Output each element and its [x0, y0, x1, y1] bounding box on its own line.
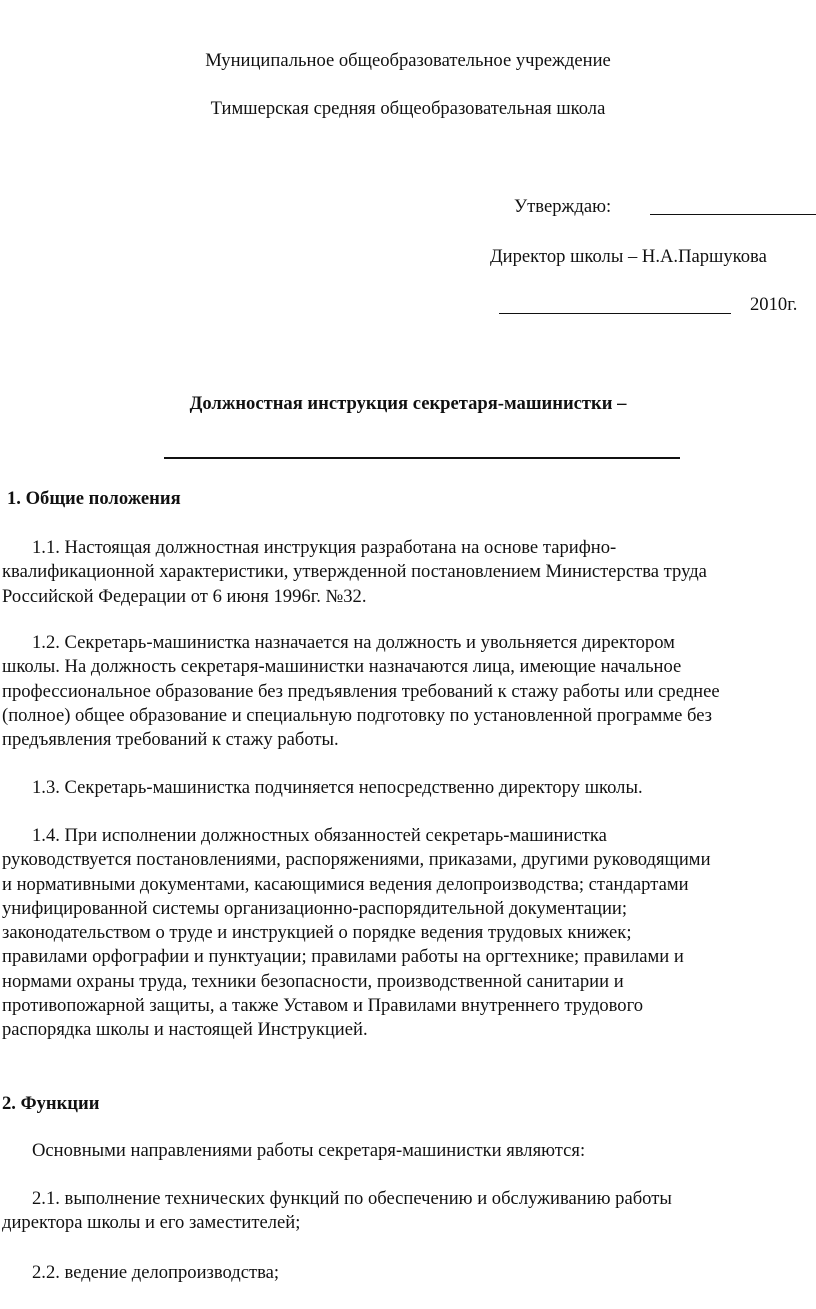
paragraph-1-1: [2, 536, 814, 609]
signature-line: [650, 214, 816, 215]
paragraph-line: и нормативными документами, касающимися ведения делопроизводства; стандартами: [2, 873, 689, 895]
paragraph-line: законодательством о труде и инструкцией о порядке ведения трудовых книжек;: [2, 922, 632, 944]
approve-label: Утверждаю:: [514, 196, 612, 217]
paragraph-line: (полное) общее образование и специальную подготовку по установленной программе без: [2, 704, 713, 726]
paragraph-line: 1.4. При исполнении должностных обязанностей секретарь-машинистка: [32, 825, 607, 846]
director-label: Директор школы – Н.А.Паршукова: [490, 246, 767, 267]
paragraph-line: предъявления требований к стажу работы.: [2, 729, 339, 751]
paragraph-line: Основными направлениями работы секретаря-машинистки являются:: [32, 1140, 586, 1161]
document-title: Должностная инструкция секретаря-машинистки –: [189, 393, 627, 414]
section-heading-1: 1. Общие положения: [7, 488, 181, 509]
paragraph-line: директора школы и его заместителей;: [2, 1212, 301, 1234]
paragraph-2-intro: [2, 1139, 814, 1163]
paragraph-1-2: [2, 631, 814, 752]
paragraph-line: нормами охраны труда, техники безопасности, производственной санитарии и: [2, 970, 624, 992]
paragraph-line: унифицированной системы организационно-распорядительной документации;: [2, 897, 628, 919]
paragraph-line: руководствуется постановлениями, распоряжениями, приказами, другими руководящими: [2, 849, 711, 871]
title-underline: [164, 457, 680, 459]
section-heading-2: 2. Функции: [2, 1093, 100, 1114]
institution-line-1: Муниципальное общеобразовательное учреждение: [205, 50, 611, 71]
approval-year: 2010г.: [750, 294, 798, 315]
paragraph-line: правилами орфографии и пунктуации; правилами работы на оргтехнике; правилами и: [2, 946, 684, 968]
paragraph-2-1: [2, 1187, 814, 1236]
date-line: [499, 313, 731, 314]
paragraph-line: школы. На должность секретаря-машинистки назначаются лица, имеющие начальное: [2, 656, 682, 678]
paragraph-1-3: [2, 776, 814, 800]
paragraph-line: 2.2. ведение делопроизводства;: [32, 1262, 280, 1283]
paragraph-line: Российской Федерации от 6 июня 1996г. №32.: [2, 585, 367, 607]
paragraph-line: противопожарной защиты, а также Уставом и Правилами внутреннего трудового: [2, 995, 644, 1017]
paragraph-line: квалификационной характеристики, утвержденной постановлением Министерства труда: [2, 561, 707, 583]
paragraph-2-2: [2, 1261, 814, 1285]
paragraph-line: распорядка школы и настоящей Инструкцией.: [2, 1019, 368, 1041]
paragraph-line: 1.1. Настоящая должностная инструкция разработана на основе тарифно-: [32, 537, 617, 558]
paragraph-line: 2.1. выполнение технических функций по обеспечению и обслуживанию работы: [32, 1188, 672, 1209]
institution-line-2: Тимшерская средняя общеобразовательная школа: [210, 98, 606, 119]
paragraph-line: профессиональное образование без предъявления требований к стажу работы или среднее: [2, 680, 720, 702]
paragraph-line: 1.3. Секретарь-машинистка подчиняется непосредственно директору школы.: [32, 777, 643, 798]
paragraph-line: 1.2. Секретарь-машинистка назначается на должность и увольняется директором: [32, 632, 675, 653]
paragraph-1-4: [2, 824, 814, 1043]
